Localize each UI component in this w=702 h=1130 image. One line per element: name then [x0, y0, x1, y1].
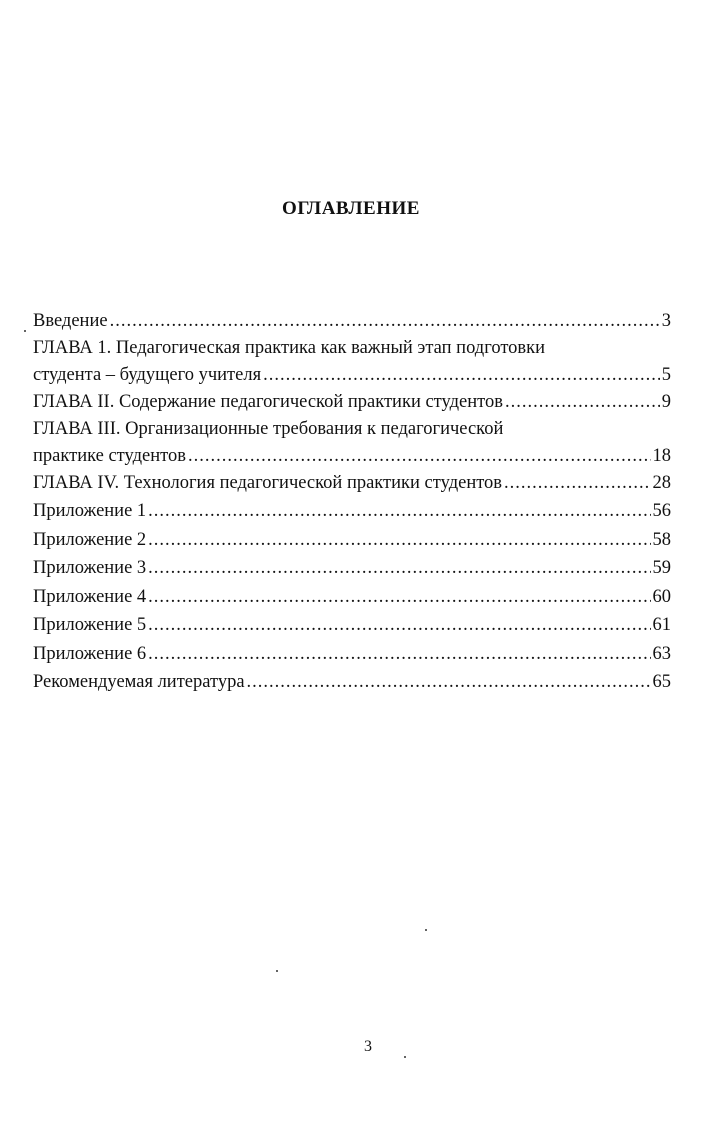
scan-speck [404, 1056, 406, 1058]
entry-page: 28 [652, 473, 671, 493]
dot-leader [188, 443, 651, 470]
entry-title: ГЛАВА II. Содержание педагогической практики студентов [33, 392, 503, 412]
dot-leader [148, 583, 650, 612]
entry-title: Приложение 5 [33, 615, 147, 635]
entry-page: 59 [652, 558, 671, 578]
scan-speck [276, 970, 278, 972]
toc-entry-chapter-4 [33, 470, 671, 497]
entry-title: студента – будущего учителя [33, 365, 262, 385]
entry-page: 63 [652, 643, 671, 664]
entry-page: 61 [652, 615, 671, 635]
toc-entry-appendix-6 [33, 640, 671, 669]
table-of-contents [33, 308, 671, 697]
entry-title: Приложение 2 [33, 529, 147, 550]
toc-entry-literature [33, 668, 671, 697]
entry-title: Приложение 4 [33, 586, 147, 607]
entry-page: 9 [661, 392, 671, 412]
entry-title: ГЛАВА IV. Технология педагогической практики студентов [33, 473, 503, 493]
dot-leader [110, 308, 660, 335]
toc-entry-appendix-4 [33, 583, 671, 612]
entry-page: 5 [661, 365, 671, 385]
page-number: 3 [364, 1038, 372, 1055]
dot-leader [148, 497, 650, 526]
toc-entry-appendix-1 [33, 497, 671, 526]
dot-leader [247, 668, 651, 697]
toc-entry-chapter-1-cont [33, 362, 671, 389]
entry-page: 3 [661, 311, 671, 331]
entry-page: 60 [652, 586, 671, 607]
dot-leader [148, 611, 650, 640]
entry-page: 58 [652, 529, 671, 550]
dot-leader [148, 526, 650, 555]
entry-title: ГЛАВА 1. Педагогическая практика как важный этап подготовки [33, 338, 546, 358]
entry-title: Рекомендуемая литература [33, 672, 245, 692]
dot-leader [263, 362, 660, 389]
entry-page: 65 [652, 672, 671, 692]
entry-title: Введение [33, 311, 108, 331]
dot-leader [148, 640, 650, 669]
toc-entry-chapter-3 [33, 416, 671, 443]
dot-leader [504, 470, 650, 497]
dot-leader [505, 389, 660, 416]
entry-title: ГЛАВА III. Организационные требования к педагогической [33, 419, 504, 439]
toc-entry-appendix-5 [33, 611, 671, 640]
scan-speck [425, 929, 427, 931]
toc-entry-appendix-3 [33, 554, 671, 583]
toc-entry-chapter-1 [33, 335, 671, 362]
entry-title: Приложение 1 [33, 501, 147, 521]
toc-entry-introduction [33, 308, 671, 335]
entry-title: Приложение 3 [33, 558, 147, 578]
entry-title: Приложение 6 [33, 643, 147, 664]
toc-entry-chapter-3-cont [33, 443, 671, 470]
entry-title: практике студентов [33, 446, 186, 466]
entry-page: 56 [652, 501, 671, 521]
toc-entry-chapter-2 [33, 389, 671, 416]
entry-page: 18 [652, 446, 671, 466]
toc-entry-appendix-2 [33, 526, 671, 555]
dot-leader [148, 554, 650, 583]
scan-speck [24, 330, 26, 332]
page-title: ОГЛАВЛЕНИЕ [282, 198, 420, 219]
